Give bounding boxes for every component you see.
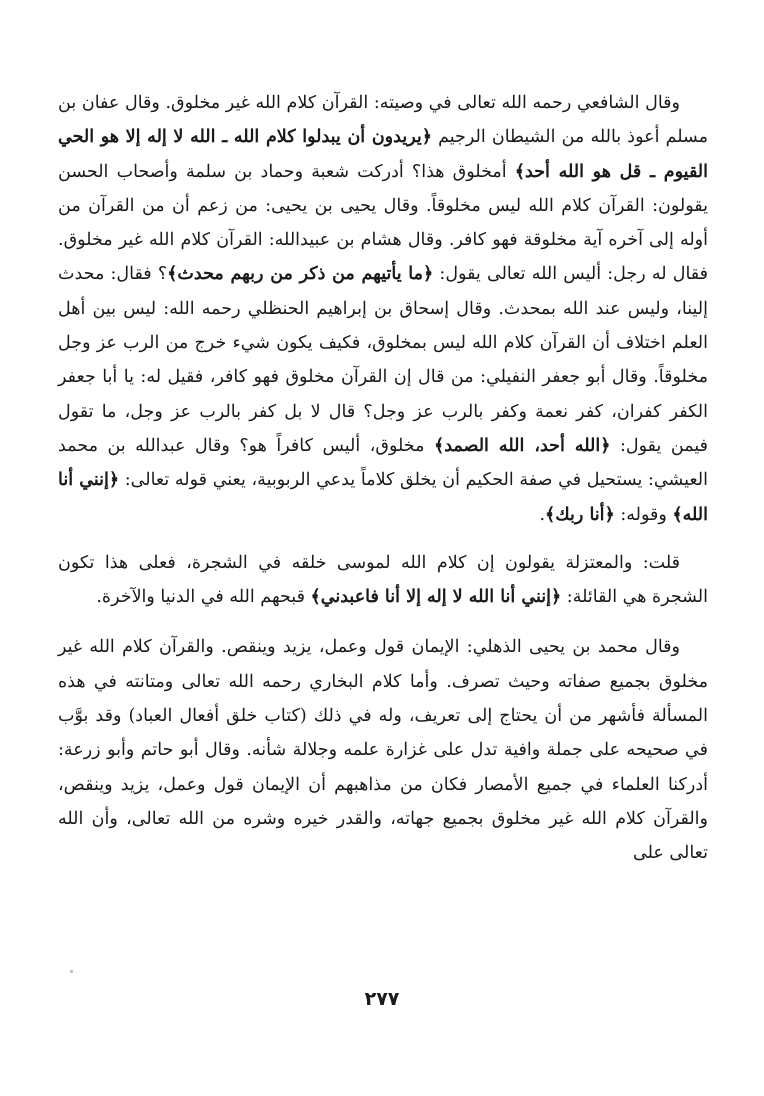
text-run: قبحهم الله في الدنيا والآخرة. — [96, 587, 311, 608]
quran-verse: ﴿يريدون أن يبدلوا كلام الله ـ الله لا إله إلا هو الحي القيوم ـ قل هو الله أحد﴾ — [58, 127, 709, 182]
text-run: أمخلوق هذا؟ أدركت شعبة وحماد بن سلمة وأصحاب الحسن يقولون: القرآن كلام الله ليس مخلوقاً. وقال يحيى بن يحيى: من زعم أن من القرآن من أوله إلى آخره آية مخلوقة فهو كافر. وقال هشام بن عبيدالله: القرآن كلام الله غير مخلوق. فقال له رجل: أليس الله تعالى يقول: — [58, 161, 709, 285]
text-run: . — [539, 504, 546, 525]
page-body — [58, 86, 708, 871]
quran-verse: ﴿إنني أنا الله لا إله إلا أنا فاعبدني﴾ — [310, 587, 562, 608]
quran-verse: ﴿الله أحد، الله الصمد﴾ — [433, 435, 611, 456]
scan-speck — [70, 970, 73, 973]
text-run: وقوله: — [614, 504, 673, 525]
text-run: وقال محمد بن يحيى الذهلي: الإيمان قول وعمل، يزيد وينقص. والقرآن كلام الله غير مخلوق بجميع صفاته وحيث تصرف. وأما كلام البخاري رحمه الله تعالى ومتانته في هذه المسألة فأشهر من أن يحتاج إلى تعريف، وله في ذلك (كتاب خلق أفعال العباد) وقد بوَّب في صحيحه على جملة وافية تدل على غزارة علمه وجلالة شأنه. وقال أبو حاتم وأبو زرعة: أدركنا العلماء في جميع الأمصار فكان من مذاهبهم أن الإيمان قول وعمل، يزيد وينقص، والقرآن كلام الله غير مخلوق بجميع جهاته، والقدر خيره وشره من الله تعالى، وأن الله تعالى على — [58, 637, 708, 864]
text-run: ؟ فقال: محدث إلينا، وليس عند الله بمحدث. وقال إسحاق بن إبراهيم الحنظلي رحمه الله: ليس بين أهل العلم اختلاف أن القرآن كلام الله ليس بمخلوق، فكيف يكون شيء خرج من الرب عز وجل مخلوقاً. وقال أبو جعفر النفيلي: من قال إن القرآن مخلوق فهو كافر، فقيل له: يا أبا جعفر الكفر كفران، كفر نعمة وكفر بالرب عز وجل؟ قال لا بل كفر بالرب عز وجل، ما تقول فيمن يقول: — [58, 264, 708, 456]
paragraph-2 — [58, 546, 708, 615]
quran-verse: ﴿ما يأتيهم من ذكر من ربهم محدث﴾ — [167, 264, 434, 285]
text-run: مخلوق، أليس كافراً هو؟ وقال عبدالله بن محمد العيشي: يستحيل في صفة الحكيم أن يخلق كلاماً يدعي الربوبية، يعني قوله تعالى: — [58, 435, 708, 491]
paragraph-1 — [58, 86, 708, 532]
quran-verse: ﴿إنني أنا الله﴾ — [58, 470, 708, 525]
text-run: قلت: والمعتزلة يقولون إن كلام الله لموسى خلقه في الشجرة، فعلى هذا تكون الشجرة هي القائلة: — [58, 552, 708, 608]
paragraph-3 — [58, 630, 708, 870]
text-run: وقال الشافعي رحمه الله تعالى في وصيته: القرآن كلام الله غير مخلوق. وقال عفان بن مسلم أعوذ بالله من الشيطان الرجيم — [58, 93, 708, 148]
quran-verse: ﴿أنا ربك﴾ — [545, 504, 615, 525]
page-number: ٢٧٧ — [364, 988, 400, 1010]
